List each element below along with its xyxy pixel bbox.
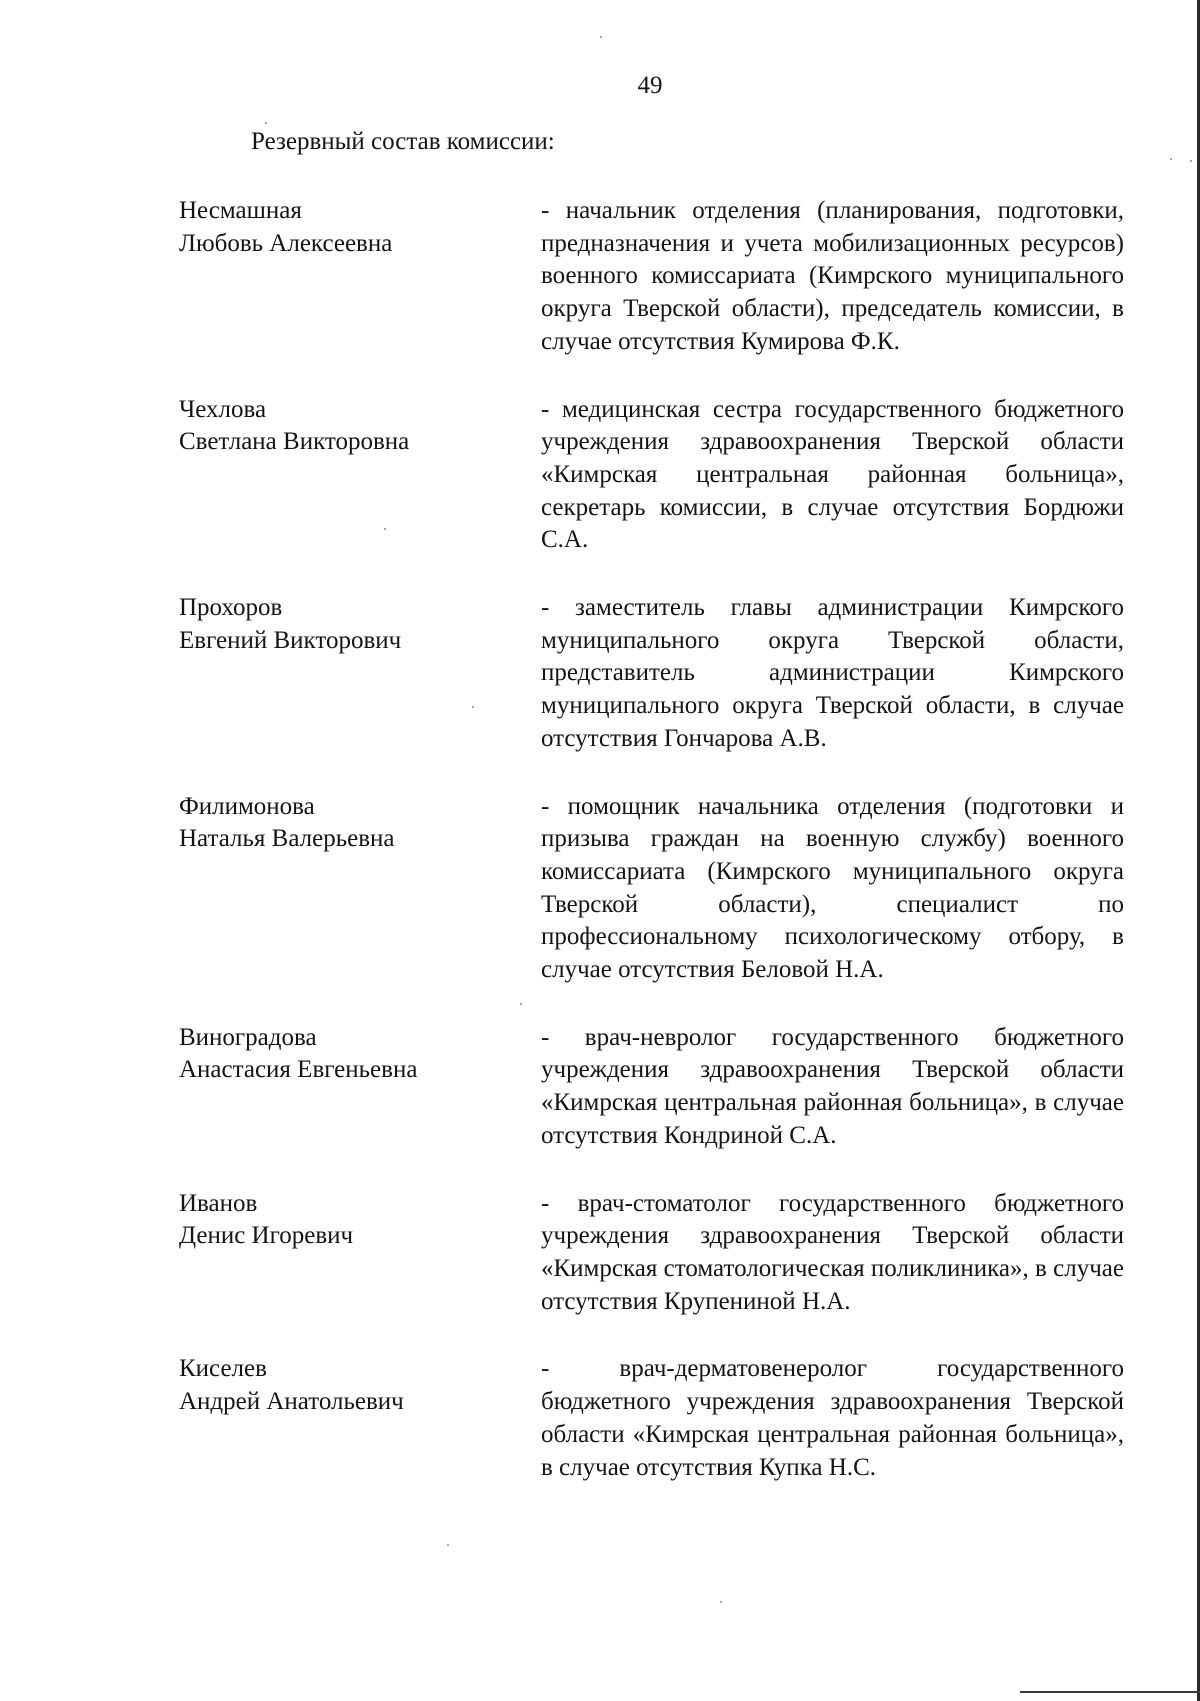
- scan-edge-bottom: [1020, 1691, 1200, 1693]
- member-entry: [179, 592, 1124, 756]
- member-role: - помощник начальника отделения (подготовки и призыва граждан на военную службу) военного комиссариата (Кимрского муниципального округа Тверской области), специалист по профессиональному психологическому отбору, в случае отсутствия Беловой Н.А.: [541, 792, 1124, 984]
- member-entry: [179, 1353, 1124, 1484]
- page-number: 49: [637, 72, 663, 99]
- member-entry: [179, 1022, 1124, 1153]
- section-heading: Резервный состав комиссии:: [251, 128, 555, 155]
- member-name: [179, 592, 541, 657]
- member-role: - врач-невролог государственного бюджетного учреждения здравоохранения Тверской области «Кимрская центральная районная больница», в случае отсутствия Кондриной С.А.: [541, 1023, 1124, 1149]
- scan-speck: [447, 1544, 449, 1546]
- reserve-commission-list: [179, 195, 1124, 1519]
- member-role: - врач-стоматолог государственного бюджетного учреждения здравоохранения Тверской области «Кимрская стоматологическая поликлиника», в случае отсутствия Крупениной Н.А.: [541, 1189, 1124, 1315]
- member-role: - медицинская сестра государственного бюджетного учреждения здравоохранения Тверской области «Кимрская центральная районная больница», секретарь комиссии, в случае отсутствия Бордюжи С.А.: [541, 395, 1124, 554]
- member-given-names: Евгений Викторович: [179, 626, 402, 654]
- member-given-names: Светлана Викторовна: [179, 428, 410, 456]
- member-entry: [179, 791, 1124, 987]
- scan-speck: [720, 1601, 722, 1603]
- member-surname: Филимонова: [179, 792, 315, 820]
- member-name: [179, 195, 541, 260]
- member-entry: [179, 1188, 1124, 1319]
- scan-speck: [265, 122, 267, 124]
- scan-speck: [384, 528, 386, 530]
- scan-speck: [1190, 160, 1192, 162]
- scan-speck: [520, 1003, 522, 1005]
- member-given-names: Андрей Анатольевич: [179, 1388, 404, 1416]
- member-name: [179, 1353, 541, 1418]
- member-entry: [179, 394, 1124, 558]
- member-name: [179, 394, 541, 459]
- member-given-names: Анастасия Евгеньевна: [179, 1056, 418, 1084]
- member-role: - заместитель главы администрации Кимрского муниципального округа Тверской области, представитель администрации Кимрского муниципального округа Тверской области, в случае отсутствия Гончарова А.В.: [541, 594, 1124, 752]
- member-role: - врач-дерматовенеролог государственного бюджетного учреждения здравоохранения Тверской области «Кимрская центральная районная больница», в случае отсутствия Купка Н.С.: [541, 1355, 1124, 1481]
- member-surname: Прохоров: [179, 594, 283, 622]
- scan-speck: [1170, 158, 1172, 160]
- member-name: [179, 1022, 541, 1087]
- member-surname: Несмашная: [179, 197, 302, 224]
- member-surname: Киселев: [179, 1355, 267, 1383]
- member-given-names: Денис Игоревич: [179, 1222, 354, 1250]
- member-surname: Виноградова: [179, 1023, 317, 1051]
- member-entry: [179, 195, 1124, 359]
- member-name: [179, 1188, 541, 1253]
- member-given-names: Любовь Алексеевна: [179, 229, 393, 257]
- scan-speck: [600, 36, 602, 38]
- member-name: [179, 791, 541, 856]
- scan-speck: [472, 706, 474, 708]
- member-role: - начальник отделения (планирования, подготовки, предназначения и учета мобилизационных ресурсов) военного комиссариата (Кимрского муниципального округа Тверской области), председатель комиссии, в случае отсутствия Кумирова Ф.К.: [541, 197, 1124, 355]
- member-given-names: Наталья Валерьевна: [179, 825, 395, 853]
- member-surname: Иванов: [179, 1189, 258, 1217]
- member-surname: Чехлова: [179, 395, 267, 423]
